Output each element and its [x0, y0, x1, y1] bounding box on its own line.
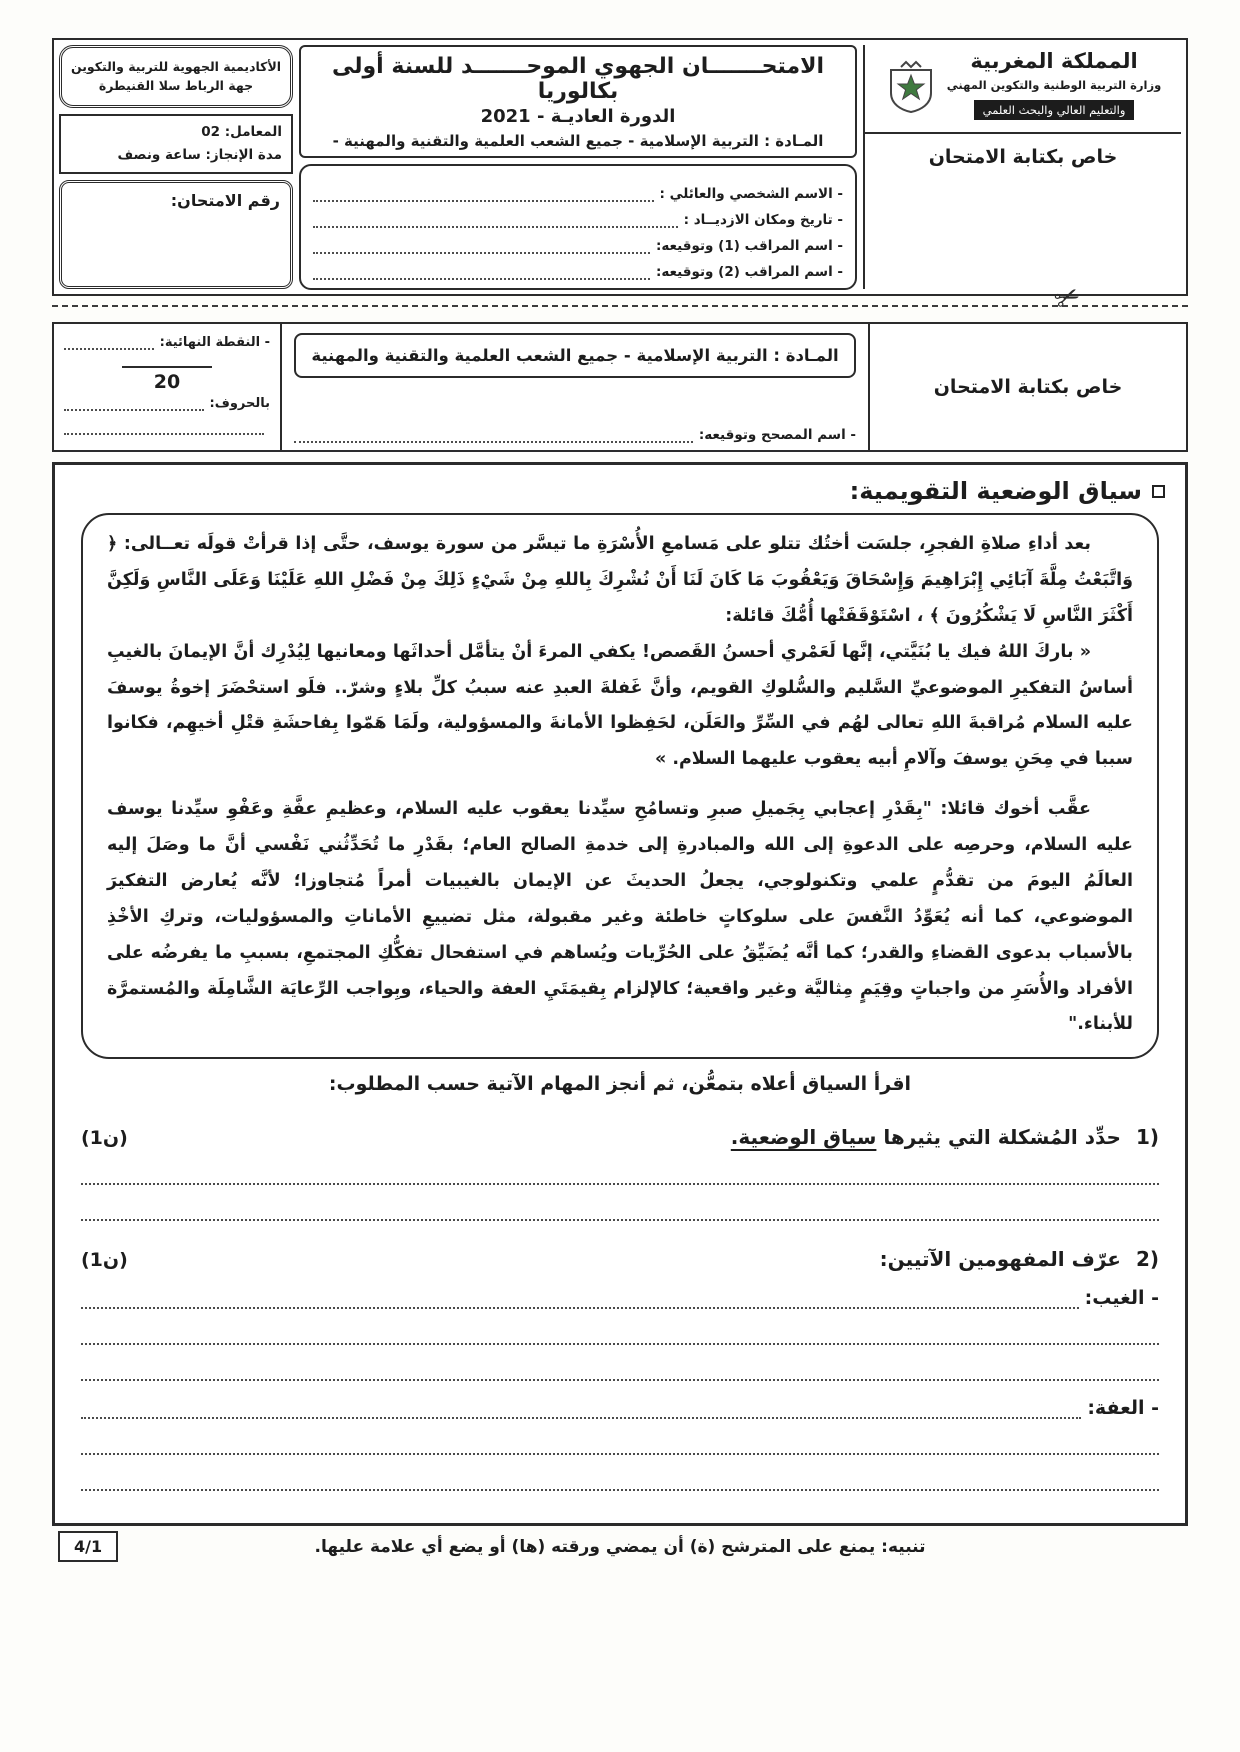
exam-title-block	[299, 45, 857, 158]
field-supervisor-2	[313, 254, 843, 280]
context-paragraph-3: عقَّب أخوك قائلا: "بِقَدْرِ إعجابي بِجَميلِ صبرِ وتسامُحِ سيِّدنا يعقوب عليه السلام، وعظيمِ عفَّةِ وعَفْوِ سيِّدنا يوسف عليه السلام، وحرصِه على الدعوةِ إلى الله والمبادرةِ إلى خدمةِ الصالح العام؛ بقَدْرِ ما تُحَدِّثُني نَفْسي أنَّ ما وصَلَ إليه العالَمُ اليومَ من تقدُّمٍ علمي وتكنولوجي، يجعلُ الحديثَ عن الإيمان بالغيبيات أمراً مُتجاوزا؛ لأنَّه يُعارض التفكيرَ الموضوعي، كما أنه يُعَوِّدُ النَّفسَ على سلوكاتٍ خاطئة وغير مقبولة، مثل تضييعِ الأماناتِ والمسؤوليات، وتركِ الأخْذِ بالأسباب بدعوى القضاءِ والقدر؛ كما أنَّه يُضَيِّقُ على الحُرِّيات ويُساهم في استفحال تفكُّكِ المجتمعِ، بسببِ ما يفرضُه على الأفراد والأُسَرِ من واجباتٍ وقِيَمٍ مِثاليَّة وغير واقعية؛ كالإلزام بِقيمَتَيِ العفة والحياء، وبِواجب الرِّعايَة الشَّامِلَة والمُستمرَّة للأبناء."	[107, 799, 1133, 1035]
footer-warning: تنبيه: يمنع على المترشح (ة) أن يمضي ورقته (ها) أو يضع أي علامة عليها.	[314, 1537, 926, 1557]
question-2-number: 2)	[1135, 1247, 1159, 1272]
context-title: سياق الوضعية التقويمية:	[849, 477, 1142, 505]
kingdom-block	[863, 45, 1181, 289]
coefficient-box	[59, 114, 293, 174]
square-bullet-icon	[1152, 485, 1165, 498]
question-1	[75, 1125, 1165, 1149]
kingdom-top	[871, 49, 1175, 120]
context-p1-after: ، اسْتَوْقَفَتْها أُمُّكَ قائلة:	[725, 605, 924, 626]
final-mark-label: - النقطة النهائية:	[159, 335, 270, 350]
answer-line	[81, 1185, 1159, 1221]
answer-dots	[64, 415, 264, 435]
question-1-text	[731, 1125, 1159, 1149]
mark-numerator-line	[122, 354, 212, 368]
grading-strip	[52, 322, 1188, 452]
exam-office-note-2: خاص بكتابة الامتحان	[868, 324, 1186, 450]
final-mark-row	[64, 332, 270, 350]
answer-dots	[313, 262, 650, 280]
question-1-number: 1)	[1135, 1125, 1159, 1150]
context-frame	[81, 513, 1159, 1059]
subject-banner: المـادة : التربية الإسلامية - جميع الشعب العلمية والتقنية والمهنية	[294, 333, 856, 378]
field-supervisor-1-label: - اسم المراقب (1) وتوقيعه:	[655, 238, 843, 254]
answer-line	[81, 1345, 1159, 1381]
field-supervisor-2-label: - اسم المراقب (2) وتوقيعه:	[655, 264, 843, 280]
task-instruction: اقرأ السياق أعلاه بتمعُّن، ثم أنجز المهام الآتية حسب المطلوب:	[328, 1073, 912, 1096]
answer-dots	[81, 1395, 1081, 1419]
term-ghayb-row	[75, 1285, 1165, 1309]
question-2-text	[880, 1247, 1159, 1271]
answer-dots	[313, 184, 654, 202]
field-birth	[313, 202, 843, 228]
mark-fraction	[122, 354, 212, 393]
exam-title-column	[299, 45, 857, 289]
term-iffa-label: - العفة:	[1087, 1397, 1159, 1420]
academy-column	[59, 45, 293, 289]
question-1-text-underlined: سياق الوضعية.	[730, 1125, 877, 1150]
kingdom-title: المملكة المغربية	[970, 49, 1138, 73]
exam-body	[52, 462, 1188, 1526]
corrector-label: - اسم المصحح وتوقيعه:	[698, 427, 856, 443]
term-ghayb-label: - الغيب:	[1084, 1287, 1159, 1310]
field-supervisor-1	[313, 228, 843, 254]
ministry-line: وزارة التربية الوطنية والتكوين المهني	[946, 78, 1162, 92]
answer-dots	[313, 236, 650, 254]
cut-line	[52, 305, 1188, 307]
academy-name: الأكاديمية الجهوية للتربية والتكوين	[70, 59, 282, 74]
duration-label: مدة الإنجاز: ساعة ونصف	[117, 146, 282, 163]
answer-line	[81, 1491, 1159, 1526]
in-words-row	[64, 393, 270, 411]
field-full-name-label: - الاسم الشخصي والعائلي :	[659, 186, 843, 202]
answer-dots	[64, 332, 154, 350]
question-1-text-main: حدِّد المُشكلة التي يثيرها	[876, 1125, 1121, 1150]
question-2-points: (1ن)	[81, 1249, 128, 1272]
exam-number-label: رقم الامتحان:	[170, 190, 280, 210]
exam-title: الامتحـــــــان الجهوي الموحـــــــد للسنة أولى بكالوريا	[331, 54, 825, 104]
answer-dots	[313, 210, 678, 228]
answer-line	[81, 1309, 1159, 1345]
grading-center	[282, 324, 868, 450]
question-2	[75, 1247, 1165, 1271]
field-full-name	[313, 176, 843, 202]
coefficient-label: المعامل: 02	[201, 123, 282, 140]
exam-number-box	[59, 180, 293, 289]
subject-line: المـادة : التربية الإسلامية - جميع الشعب العلمية والتقنية والمهنية -	[332, 132, 824, 150]
exam-office-note: خاص بكتابة الامتحان	[928, 146, 1118, 168]
quran-verse: ﴿ وَاتَّبَعْتُ مِلَّةَ آبَائِي إِبْرَاهِيمَ وَإِسْحَاقَ وَيَعْقُوبَ مَا كَانَ لَنَا أَنْ نُشْرِكَ بِاللهِ مِنْ شَيْءٍ ذَلِكَ مِنْ فَضْلِ اللهِ عَلَيْنَا وَعَلَى النَّاسِ وَلَكِنَّ أَكْثَرَ النَّاسِ لَا يَشْكُرُونَ ﴾	[107, 534, 1133, 626]
academy-stamp	[59, 45, 293, 108]
question-2-text-main: عرّف المفهومين الآتيين:	[879, 1247, 1121, 1272]
answer-line	[81, 1419, 1159, 1455]
context-title-row	[75, 477, 1165, 505]
mark-denominator: 20	[153, 371, 181, 393]
context-paragraph-1	[107, 527, 1133, 635]
term-iffa-row	[75, 1395, 1165, 1419]
scissors-icon: ✂	[1049, 277, 1086, 320]
field-birth-label: - تاريخ ومكان الازديــاد :	[683, 212, 843, 228]
context-paragraph-2: « باركَ اللهُ فيك يا بُنَيَّتي، إنَّها لَعَمْري أحسنُ القَصص! يكفي المرءَ أنْ يتأمَّل أحداثَها ومعانيها لِيُدْرِك أنَّ الإيمانَ بالغيبِ أساسُ التفكيرِ الموضوعيِّ السَّليم والسُّلوكِ القويم، وأنَّ غَفلةَ العبدِ عنه سببُ كلِّ بلاءٍ وشرّ.. فلَو استحْضَرَ إخوةُ يوسفَ عليه السلام مُراقبةَ اللهِ تعالى لهُم في السِّرِّ والعَلَن، لحَفِظوا الأمانةَ والمسؤولية، ولَمَا هَمّوا بِفاحشَةِ قتْلِ أخيهِم، فكانوا سببا في مِحَنِ يوسفَ وآلامِ أبيه يعقوب عليهما السلام. »	[107, 641, 1133, 770]
kingdom-texts	[947, 49, 1161, 120]
in-words-label: بالحروف:	[209, 396, 270, 411]
morocco-emblem-icon	[885, 59, 937, 115]
final-mark-column	[54, 324, 282, 450]
session-line: الدورة العاديـة - 2021	[480, 106, 676, 127]
answer-dots	[64, 393, 204, 411]
exam-header	[52, 38, 1188, 296]
academy-region: جهة الرباط سلا القنيطرة	[98, 78, 254, 94]
answer-dots	[294, 425, 693, 443]
corrector-line	[294, 387, 856, 443]
answer-dots	[81, 1285, 1079, 1309]
page-number-box: 4/1	[58, 1531, 118, 1562]
question-1-points: (1ن)	[81, 1127, 128, 1150]
answer-line	[81, 1455, 1159, 1491]
answer-line	[81, 1149, 1159, 1185]
context-p1-intro: بعد أداءِ صلاةِ الفجرِ، جلسَت أختُك تتلو على مَسامعِ الأُسْرَةِ ما تيسَّر من سورة يوسف، حتَّى إذا قرأتْ قولَه تعــالى:	[117, 534, 1091, 554]
ministry-highlight-bar: والتعليم العالي والبحث العلمي	[974, 100, 1135, 120]
candidate-fields-block	[299, 164, 857, 290]
